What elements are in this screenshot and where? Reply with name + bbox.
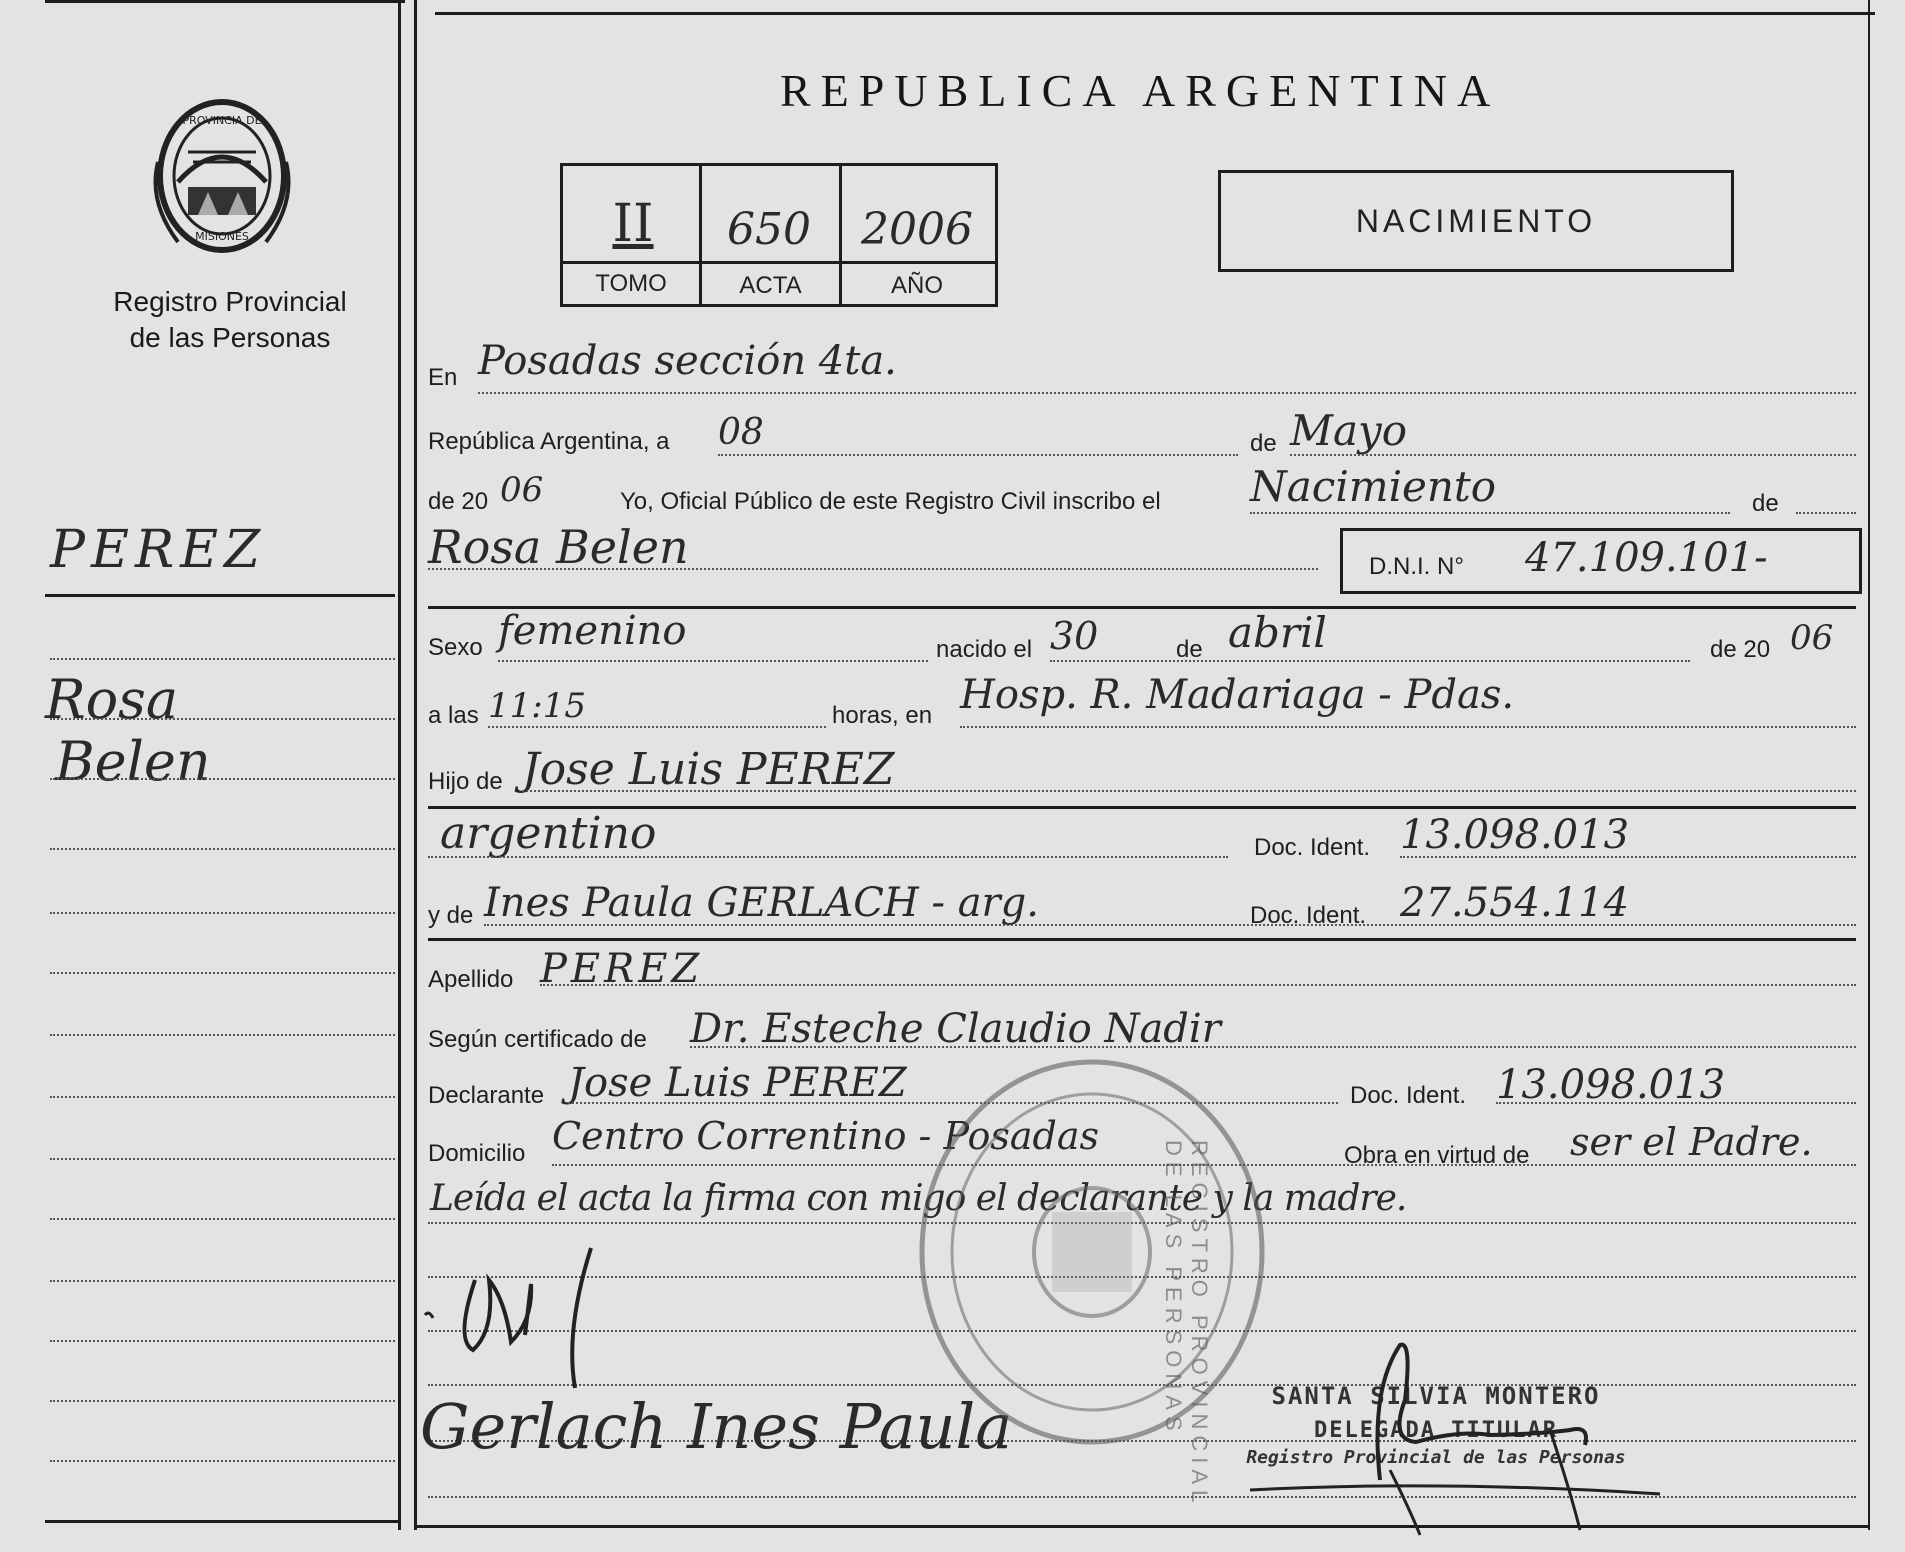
page-title: REPUBLICA ARGENTINA [780, 65, 1501, 116]
margin-dotted-line [50, 1460, 395, 1462]
seal-text-top: PROVINCIA DE [182, 114, 262, 127]
de-label-2: de [1752, 490, 1779, 517]
nacido-label: nacido el [936, 636, 1033, 663]
anio-value: 2006 [861, 204, 973, 255]
declarante-doc-dotted-line [1496, 1102, 1856, 1104]
left-column-divider [398, 0, 401, 1530]
tomo-label: TOMO [595, 270, 667, 297]
margin-dotted-line [50, 1096, 395, 1098]
declarante-doc: 13.098.013 [1496, 1062, 1726, 1108]
domicilio-value: Centro Correntino - Posadas [552, 1114, 1099, 1158]
sexo-label: Sexo [428, 634, 483, 661]
margin-dotted-line [50, 1218, 395, 1220]
padre-nac-dotted-line [428, 856, 1228, 858]
acta-value: 650 [727, 204, 811, 255]
table-rule [563, 261, 995, 264]
month-dotted-line [1290, 454, 1856, 456]
domicilio-label: Domicilio [428, 1140, 526, 1167]
obra-value: ser el Padre. [1570, 1120, 1813, 1164]
margin-dotted-line [50, 912, 395, 914]
record-number-table [560, 163, 998, 307]
hijo-label: Hijo de [428, 768, 503, 795]
dni-value: 47.109.101- [1525, 535, 1768, 581]
margin-dotted-line [50, 1280, 395, 1282]
sexo-value: femenino [498, 608, 687, 654]
registry-round-stamp [912, 1052, 1272, 1452]
de2-dotted-line [1796, 512, 1856, 514]
hora-value: 11:15 [488, 686, 586, 726]
padre-dotted-line [522, 790, 1856, 792]
margin-dotted-line [50, 972, 395, 974]
madre-value: Ines Paula GERLACH - arg. [484, 880, 1039, 926]
seal-text-bottom: MISIONES [195, 230, 249, 243]
margin-dotted-line [50, 778, 395, 780]
apellido-dotted-line [540, 984, 1856, 986]
madre-dotted-line [484, 924, 1856, 926]
day-dotted-line [718, 454, 1238, 456]
padre-doc: 13.098.013 [1400, 812, 1630, 858]
top-left-rule [45, 0, 405, 3]
declarante-signature [415, 1240, 645, 1390]
margin-name2: Belen [55, 730, 211, 793]
month-value: Mayo [1290, 406, 1408, 455]
inscribo-value: Nacimiento [1250, 462, 1497, 511]
nacido-month: abril [1228, 608, 1327, 657]
inscribo-dotted-line [1250, 512, 1730, 514]
year-prefix-label: de 20 [428, 488, 489, 515]
day-value: 08 [718, 412, 764, 453]
official-name: SANTA SILVIA MONTERO [1271, 1382, 1601, 1410]
form-right-border [1868, 0, 1870, 1530]
yde-label: y de [428, 902, 474, 929]
republica-label: República Argentina, a [428, 428, 670, 455]
nacido-dotted-line [1050, 660, 1690, 662]
margin-dotted-line [50, 718, 395, 720]
hora-dotted-line [488, 726, 826, 728]
lugar-value: Hosp. R. Madariaga - Pdas. [960, 672, 1515, 718]
office-name [60, 284, 400, 356]
dni-box [1340, 528, 1862, 594]
horas-label: horas, en [832, 702, 933, 729]
margin-surname: PEREZ [50, 520, 267, 580]
margin-dotted-line [50, 1158, 395, 1160]
year-value: 06 [500, 470, 544, 510]
en-dotted-line [478, 392, 1856, 394]
official-office: Registro Provincial de las Personas [1246, 1447, 1626, 1468]
tomo-value: II [612, 194, 654, 254]
margin-dotted-line [50, 1340, 395, 1342]
dni-label: D.N.I. N° [1369, 553, 1464, 580]
office-line2: de las Personas [129, 322, 331, 353]
office-line1: Registro Provincial [113, 286, 347, 317]
margin-dotted-line [50, 658, 395, 660]
nacido-day: 30 [1050, 614, 1099, 658]
misiones-seal-icon [148, 92, 296, 260]
margin-dotted-line [50, 1400, 395, 1402]
nacido-year: 06 [1790, 618, 1834, 658]
margin-dotted-line [50, 1034, 395, 1036]
sexo-dotted-line [498, 660, 928, 662]
anio-label: AÑO [890, 272, 943, 299]
official-signature [1240, 1330, 1680, 1540]
segun-dotted-line [690, 1046, 1856, 1048]
record-type-label: NACIMIENTO [1355, 203, 1597, 239]
de20-label: de 20 [1710, 636, 1771, 663]
doc-label-3: Doc. Ident. [1350, 1082, 1467, 1109]
doc-label-2: Doc. Ident. [1250, 902, 1367, 929]
padre-nacionalidad: argentino [440, 808, 657, 859]
apellido-label: Apellido [428, 966, 514, 993]
name-dotted-line [428, 568, 1318, 570]
child-name-value: Rosa Belen [428, 520, 689, 574]
padre-value: Jose Luis PEREZ [522, 744, 895, 795]
declarante-label: Declarante [428, 1082, 545, 1109]
alas-label: a las [428, 702, 479, 729]
margin-name1: Rosa [45, 668, 179, 731]
obra-label: Obra en virtud de [1344, 1142, 1530, 1169]
segun-label: Según certificado de [428, 1026, 647, 1053]
doc-label: Doc. Ident. [1254, 834, 1371, 861]
segun-value: Dr. Esteche Claudio Nadir [690, 1006, 1221, 1052]
de-label-3: de [1176, 636, 1203, 663]
madre-doc: 27.554.114 [1400, 880, 1630, 926]
top-right-rule [435, 12, 1875, 15]
declarante-value: Jose Luis PEREZ [568, 1060, 907, 1106]
margin-dotted-line [50, 848, 395, 850]
en-value: Posadas sección 4ta. [478, 338, 897, 384]
yo-label: Yo, Oficial Público de este Registro Civil inscribo el [620, 488, 1161, 515]
margin-surname-rule [45, 594, 395, 597]
bottom-left-rule [45, 1520, 400, 1523]
de-label: de [1250, 430, 1277, 457]
section-rule [428, 938, 1856, 941]
official-role: DELEGADA TITULAR [1314, 1418, 1558, 1443]
leida-value: Leída el acta la firma con migo el declarante y la madre. [430, 1178, 1407, 1219]
madre-signature: Gerlach Ines Paula [420, 1390, 1013, 1463]
record-type-box [1218, 170, 1734, 272]
round-stamp-text: REGISTRO PROVINCIAL DE LAS PERSONAS [1161, 1140, 1212, 1508]
lugar-dotted-line [960, 726, 1856, 728]
acta-label: ACTA [739, 272, 802, 299]
padre-doc-dotted-line [1400, 856, 1856, 858]
apellido-value: PEREZ [540, 946, 704, 992]
en-label: En [428, 364, 458, 391]
